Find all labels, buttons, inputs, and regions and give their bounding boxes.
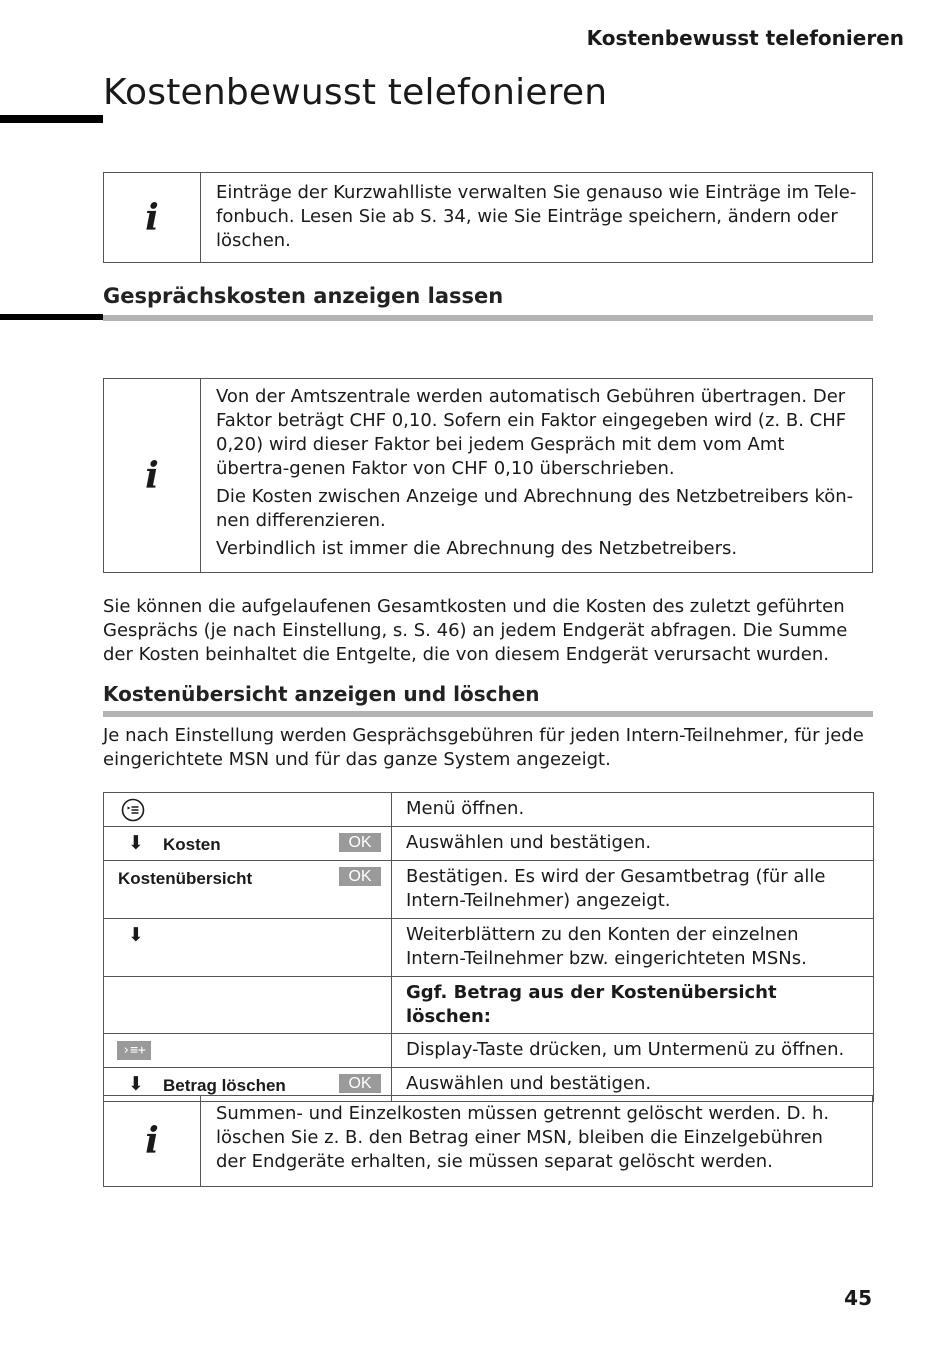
info-paragraph: Einträge der Kurzwahlliste verwalten Sie genauso wie Einträge im Tele-fonbuch. Lesen Sie ab S. 34, wie Sie Einträge speichern, ändern oder löschen.: [216, 182, 857, 251]
info-text: [201, 173, 872, 262]
table-row: [104, 977, 874, 1034]
step-description: Menü öffnen.: [392, 793, 874, 827]
step-description: Bestätigen. Es wird der Gesamtbetrag (für alle Intern-Teilnehmer) angezeigt.: [392, 861, 874, 919]
info-paragraph: Summen- und Einzelkosten müssen getrennt gelöscht werden. D. h. löschen Sie z. B. den Betrag einer MSN, bleiben die Einzelgebühren der Endgeräte erhalten, sie müssen separat gelöscht werden.: [216, 1103, 830, 1172]
step-key-cell: [104, 1034, 392, 1068]
ok-button[interactable]: OK: [339, 1074, 381, 1093]
section-paragraph: Je nach Einstellung werden Gesprächsgebühren für jeden Intern-Teilnehmer, für jede eingerichtete MSN und für das ganze System angezeigt.: [103, 725, 864, 770]
menu-entry-label: Kostenübersicht: [118, 869, 253, 888]
page-title: Kostenbewusst telefonieren: [103, 72, 608, 113]
info-text: [201, 1096, 872, 1186]
info-icon: i: [145, 454, 159, 497]
info-box-fees: [103, 378, 873, 573]
info-paragraph: Verbindlich ist immer die Abrechnung des Netzbetreibers.: [216, 538, 738, 559]
steps-table: [103, 792, 874, 1102]
table-row: [104, 919, 874, 977]
table-row: [104, 861, 874, 919]
table-row: [104, 793, 874, 827]
info-icon: i: [145, 1120, 159, 1162]
info-box-shortdial: [103, 172, 873, 263]
section-heading-call-costs: Gesprächskosten anzeigen lassen: [103, 284, 504, 308]
arrow-down-icon[interactable]: ⬇: [128, 924, 144, 946]
title-rule: [0, 115, 103, 123]
table-row: [104, 1034, 874, 1068]
menu-entry-label: Kosten: [163, 835, 221, 854]
step-description: Display-Taste drücken, um Untermenü zu öffnen.: [392, 1034, 874, 1068]
step-description: Auswählen und bestätigen.: [392, 827, 874, 861]
step-description: Weiterblättern zu den Konten der einzelnen Intern-Teilnehmer bzw. eingerichteten MSNs.: [392, 919, 874, 977]
step-key-cell: [104, 861, 392, 919]
step-description: Auswählen und bestätigen.: [392, 1068, 874, 1102]
step-subheading: Ggf. Betrag aus der Kostenübersicht löschen:: [392, 977, 874, 1034]
info-paragraph: Die Kosten zwischen Anzeige und Abrechnung des Netzbetreibers kön-nen differenzieren.: [216, 486, 854, 531]
info-icon: i: [145, 196, 159, 239]
intro-paragraph: Sie können die aufgelaufenen Gesamtkosten und die Kosten des zuletzt geführten Gesprächs (je nach Einstellung, s. S. 46) an jedem Endgerät abfragen. Die Summe der Kosten beinhaltet die Entgelte, die von diesem Endgerät verursacht wurden.: [103, 596, 848, 665]
info-icon-cell: [104, 379, 201, 572]
section-rule-black: [0, 314, 103, 320]
menu-entry-label: Betrag löschen: [163, 1076, 286, 1095]
arrow-down-icon[interactable]: ⬇: [128, 1073, 144, 1095]
arrow-down-icon[interactable]: ⬇: [128, 832, 144, 854]
info-icon-cell: [104, 1096, 201, 1186]
step-key-cell: [104, 827, 392, 861]
display-key-icon[interactable]: ›≡+: [117, 1041, 151, 1060]
info-icon-cell: [104, 173, 201, 262]
step-key-cell: [104, 977, 392, 1034]
info-paragraph: Von der Amtszentrale werden automatisch Gebühren übertragen. Der Faktor beträgt CHF 0,10. Sofern ein Faktor eingegeben wird (z. B. CHF 0,20) wird dieser Faktor bei jedem Gespräch mit dem vom Amt übertra-genen Faktor von CHF 0,10 überschrieben.: [216, 386, 847, 479]
menu-key-icon[interactable]: [121, 798, 145, 822]
page-number: 45: [844, 1286, 872, 1310]
ok-button[interactable]: OK: [339, 867, 381, 886]
table-row: [104, 827, 874, 861]
running-header: Kostenbewusst telefonieren: [586, 26, 904, 50]
info-text: [201, 379, 872, 572]
step-key-cell: [104, 919, 392, 977]
section-heading-cost-overview: Kostenübersicht anzeigen und löschen: [103, 682, 540, 706]
step-key-cell: [104, 793, 392, 827]
section-rule-grey: [103, 315, 873, 321]
info-box-delete: [103, 1095, 873, 1187]
section-rule-grey: [103, 711, 873, 717]
ok-button[interactable]: OK: [339, 833, 381, 852]
